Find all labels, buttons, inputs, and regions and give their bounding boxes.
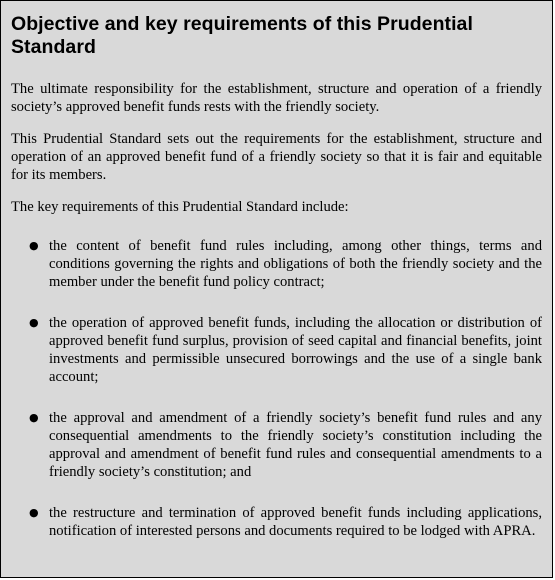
bullet-icon: ● — [29, 239, 39, 252]
list-item-text: the approval and amendment of a friendly society’s benefit fund rules and any consequential amendments to the friendly society’s constitution including the approval and amendment of benefit fund rules and consequential amendments to a friendly society’s constitution; and — [49, 410, 542, 480]
list-item-text: the restructure and termination of approved benefit funds including applications, notification of interested persons and documents required to be lodged with APRA. — [49, 505, 542, 539]
key-requirements-list — [11, 237, 542, 540]
list-item-text: the content of benefit fund rules including, among other things, terms and conditions governing the rights and obligations of both the friendly society and the member under the benefit fund policy contract; — [49, 238, 542, 290]
list-item — [11, 237, 542, 291]
paragraph-key-requirements-intro: The key requirements of this Prudential Standard include: — [11, 199, 349, 215]
list-item — [11, 504, 542, 540]
bullet-icon: ● — [29, 316, 39, 329]
list-item-text: the operation of approved benefit funds, including the allocation or distribution of approved benefit fund surplus, provision of seed capital and financial benefits, joint investments and permissible unsecured borrowings and the use of a single bank account; — [49, 315, 542, 385]
bullet-icon: ● — [29, 411, 39, 424]
list-item — [11, 314, 542, 386]
section-title: Objective and key requirements of this Prudential Standard — [11, 13, 473, 58]
list-item — [11, 409, 542, 481]
paragraph-purpose: This Prudential Standard sets out the requirements for the establishment, structure and operation of an approved benefit fund of a friendly society so that it is fair and equitable for its members. — [11, 131, 542, 183]
bullet-icon: ● — [29, 506, 39, 519]
paragraph-responsibility: The ultimate responsibility for the establishment, structure and operation of a friendly society’s approved benefit funds rests with the friendly society. — [11, 81, 542, 115]
